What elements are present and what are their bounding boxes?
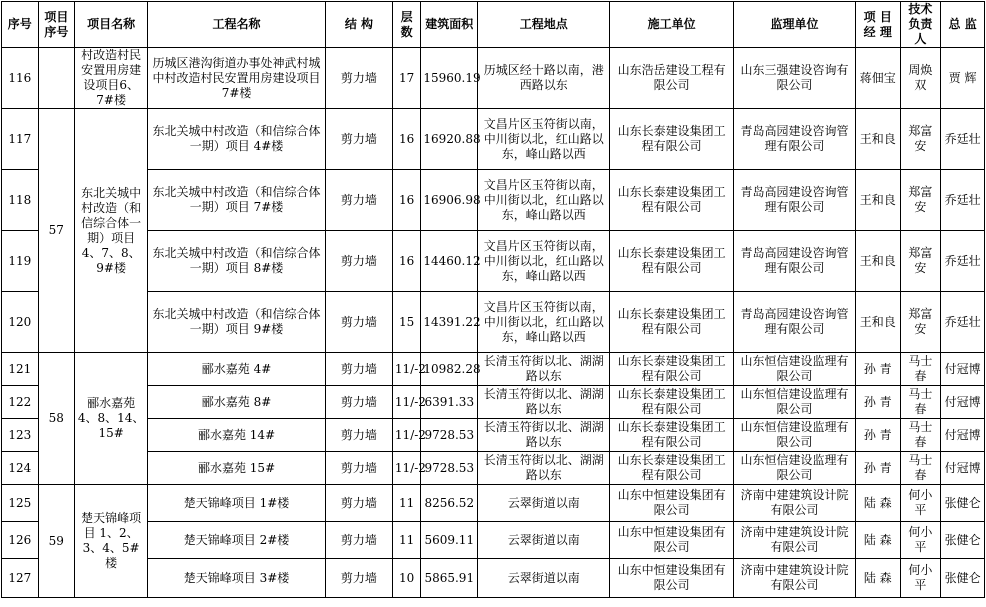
table-row: [2, 522, 985, 559]
cell-floors: 10: [392, 559, 420, 598]
cell-engineering-name: 东北关城中村改造（和信综合体一期）项目 8#楼: [148, 231, 326, 292]
cell-manager: 王和良: [855, 231, 900, 292]
cell-builder: 山东长泰建设集团工程有限公司: [610, 353, 734, 386]
cell-supervisor: 山东恒信建设监理有限公司: [734, 386, 856, 419]
cell-engineering-name: 楚天锦峰项目 1#楼: [148, 485, 326, 522]
cell-engineering-name: 东北关城中村改造（和信综合体一期）项目 7#楼: [148, 170, 326, 231]
cell-area: 8256.52: [421, 485, 478, 522]
cell-location: 文昌片区玉符街以南，中川街以北，红山路以东，峰山路以西: [478, 109, 610, 170]
cell-supervisor: 山东恒信建设监理有限公司: [734, 353, 856, 386]
cell-project-name: 村改造村民安置用房建设项目6、7#楼: [75, 48, 148, 109]
cell-structure: 剪力墙: [325, 386, 392, 419]
cell-area: 14460.12: [421, 231, 478, 292]
cell-tech-lead: 何小平: [900, 559, 941, 598]
cell-location: 历城区经十路以南，港西路以东: [478, 48, 610, 109]
cell-area: 5609.11: [421, 522, 478, 559]
cell-seq: 122: [2, 386, 39, 419]
header-location: 工程地点: [478, 2, 610, 48]
cell-supervisor: 青岛高园建设咨询管理有限公司: [734, 109, 856, 170]
cell-structure: 剪力墙: [325, 292, 392, 353]
cell-seq: 121: [2, 353, 39, 386]
cell-builder: 山东浩岳建设工程有限公司: [610, 48, 734, 109]
cell-structure: 剪力墙: [325, 48, 392, 109]
cell-supervisor: 山东三强建设咨询有限公司: [734, 48, 856, 109]
cell-manager: 王和良: [855, 109, 900, 170]
cell-seq: 125: [2, 485, 39, 522]
cell-area: 15960.19: [421, 48, 478, 109]
cell-location: 云翠街道以南: [478, 522, 610, 559]
cell-supervisor: 济南中建建筑设计院有限公司: [734, 485, 856, 522]
cell-tech-lead: 马士春: [900, 353, 941, 386]
cell-location: 文昌片区玉符街以南，中川街以北，红山路以东，峰山路以西: [478, 292, 610, 353]
cell-engineering-name: 郦水嘉苑 14#: [148, 419, 326, 452]
cell-tech-lead: 周焕双: [900, 48, 941, 109]
cell-project-seq: [38, 48, 75, 109]
table-row: [2, 292, 985, 353]
cell-seq: 117: [2, 109, 39, 170]
header-floors: 层数: [392, 2, 420, 48]
cell-chief-supervisor: 张健仑: [941, 485, 985, 522]
header-project-name: 项目名称: [75, 2, 148, 48]
header-builder: 施工单位: [610, 2, 734, 48]
cell-chief-supervisor: 付冠博: [941, 419, 985, 452]
cell-engineering-name: 东北关城中村改造（和信综合体一期）项目 9#楼: [148, 292, 326, 353]
cell-supervisor: 青岛高园建设咨询管理有限公司: [734, 231, 856, 292]
cell-manager: 王和良: [855, 170, 900, 231]
cell-location: 云翠街道以南: [478, 559, 610, 598]
cell-builder: 山东长泰建设集团工程有限公司: [610, 170, 734, 231]
cell-tech-lead: 马士春: [900, 419, 941, 452]
header-engineering-name: 工程名称: [148, 2, 326, 48]
cell-structure: 剪力墙: [325, 452, 392, 485]
header-seq: 序号: [2, 2, 39, 48]
table-row: [2, 559, 985, 598]
cell-tech-lead: 郑富安: [900, 109, 941, 170]
cell-tech-lead: 郑富安: [900, 292, 941, 353]
cell-supervisor: 青岛高园建设咨询管理有限公司: [734, 170, 856, 231]
header-row: [2, 2, 985, 48]
cell-seq: 127: [2, 559, 39, 598]
cell-seq: 124: [2, 452, 39, 485]
cell-engineering-name: 历城区港沟街道办事处神武村城中村改造村民安置用房建设项目7#楼: [148, 48, 326, 109]
cell-chief-supervisor: 张健仑: [941, 522, 985, 559]
cell-location: 长清玉符街以北、湖湖路以东: [478, 419, 610, 452]
table-row: [2, 452, 985, 485]
header-area: 建筑面积: [421, 2, 478, 48]
cell-chief-supervisor: 付冠博: [941, 353, 985, 386]
cell-floors: 11: [392, 485, 420, 522]
cell-seq: 120: [2, 292, 39, 353]
cell-engineering-name: 东北关城中村改造（和信综合体一期）项目 4#楼: [148, 109, 326, 170]
cell-supervisor: 山东恒信建设监理有限公司: [734, 452, 856, 485]
cell-chief-supervisor: 付冠博: [941, 386, 985, 419]
cell-area: 6391.33: [421, 386, 478, 419]
cell-project-seq: 59: [38, 485, 75, 598]
cell-engineering-name: 郦水嘉苑 4#: [148, 353, 326, 386]
cell-area: 10982.28: [421, 353, 478, 386]
cell-builder: 山东中恒建设集团有限公司: [610, 522, 734, 559]
cell-manager: 孙 青: [855, 452, 900, 485]
cell-chief-supervisor: 乔廷壮: [941, 292, 985, 353]
cell-engineering-name: 楚天锦峰项目 2#楼: [148, 522, 326, 559]
cell-project-seq: 57: [38, 109, 75, 353]
cell-location: 文昌片区玉符街以南，中川街以北，红山路以东，峰山路以西: [478, 170, 610, 231]
header-structure: 结 构: [325, 2, 392, 48]
cell-tech-lead: 马士春: [900, 452, 941, 485]
cell-manager: 孙 青: [855, 386, 900, 419]
cell-builder: 山东中恒建设集团有限公司: [610, 559, 734, 598]
cell-structure: 剪力墙: [325, 231, 392, 292]
header-chief-supervisor: 总 监: [941, 2, 985, 48]
table-row: [2, 48, 985, 109]
cell-floors: 16: [392, 231, 420, 292]
cell-floors: 15: [392, 292, 420, 353]
cell-tech-lead: 郑富安: [900, 231, 941, 292]
cell-project-name: 楚天锦峰项目 1、2、3、4、5#楼: [75, 485, 148, 598]
cell-engineering-name: 郦水嘉苑 15#: [148, 452, 326, 485]
cell-floors: 11/-2: [392, 452, 420, 485]
cell-tech-lead: 何小平: [900, 485, 941, 522]
cell-supervisor: 济南中建建筑设计院有限公司: [734, 522, 856, 559]
cell-chief-supervisor: 乔廷壮: [941, 109, 985, 170]
cell-floors: 11/-2: [392, 353, 420, 386]
cell-location: 长清玉符街以北、湖湖路以东: [478, 353, 610, 386]
cell-location: 长清玉符街以北、湖湖路以东: [478, 452, 610, 485]
projects-table: [1, 1, 985, 598]
cell-manager: 王和良: [855, 292, 900, 353]
cell-manager: 陆 森: [855, 522, 900, 559]
cell-seq: 119: [2, 231, 39, 292]
cell-project-name: 东北关城中村改造（和信综合体一期）项目 4、7、8、9#楼: [75, 109, 148, 353]
cell-area: 14391.22: [421, 292, 478, 353]
cell-supervisor: 山东恒信建设监理有限公司: [734, 419, 856, 452]
cell-tech-lead: 马士春: [900, 386, 941, 419]
header-supervisor: 监理单位: [734, 2, 856, 48]
cell-tech-lead: 郑富安: [900, 170, 941, 231]
cell-builder: 山东长泰建设集团工程有限公司: [610, 292, 734, 353]
cell-area: 5865.91: [421, 559, 478, 598]
cell-seq: 118: [2, 170, 39, 231]
cell-supervisor: 青岛高园建设咨询管理有限公司: [734, 292, 856, 353]
cell-manager: 陆 森: [855, 485, 900, 522]
table-row: [2, 419, 985, 452]
table-row: [2, 485, 985, 522]
cell-builder: 山东长泰建设集团工程有限公司: [610, 419, 734, 452]
cell-structure: 剪力墙: [325, 170, 392, 231]
cell-floors: 11/-2: [392, 386, 420, 419]
cell-structure: 剪力墙: [325, 522, 392, 559]
cell-area: 9728.53: [421, 419, 478, 452]
table-row: [2, 353, 985, 386]
cell-location: 长清玉符街以北、湖湖路以东: [478, 386, 610, 419]
cell-location: 文昌片区玉符街以南，中川街以北，红山路以东，峰山路以西: [478, 231, 610, 292]
cell-project-name: 郦水嘉苑 4、8、14、15#: [75, 353, 148, 485]
cell-location: 云翠街道以南: [478, 485, 610, 522]
cell-structure: 剪力墙: [325, 353, 392, 386]
cell-manager: 蒋佃宝: [855, 48, 900, 109]
cell-tech-lead: 何小平: [900, 522, 941, 559]
cell-seq: 123: [2, 419, 39, 452]
table-row: [2, 231, 985, 292]
cell-area: 16920.88: [421, 109, 478, 170]
cell-manager: 陆 森: [855, 559, 900, 598]
cell-structure: 剪力墙: [325, 419, 392, 452]
cell-chief-supervisor: 乔廷壮: [941, 170, 985, 231]
cell-floors: 11/-2: [392, 419, 420, 452]
cell-supervisor: 济南中建建筑设计院有限公司: [734, 559, 856, 598]
cell-floors: 16: [392, 109, 420, 170]
cell-chief-supervisor: 乔廷壮: [941, 231, 985, 292]
cell-structure: 剪力墙: [325, 109, 392, 170]
header-manager: 项 目 经 理: [855, 2, 900, 48]
cell-structure: 剪力墙: [325, 485, 392, 522]
cell-chief-supervisor: 付冠博: [941, 452, 985, 485]
cell-area: 16906.98: [421, 170, 478, 231]
cell-builder: 山东长泰建设集团工程有限公司: [610, 231, 734, 292]
cell-engineering-name: 楚天锦峰项目 3#楼: [148, 559, 326, 598]
cell-engineering-name: 郦水嘉苑 8#: [148, 386, 326, 419]
cell-project-seq: 58: [38, 353, 75, 485]
header-tech-lead: 技术负责人: [900, 2, 941, 48]
cell-area: 9728.53: [421, 452, 478, 485]
cell-builder: 山东中恒建设集团有限公司: [610, 485, 734, 522]
header-project-seq: 项目序号: [38, 2, 75, 48]
cell-builder: 山东长泰建设集团工程有限公司: [610, 452, 734, 485]
table-row: [2, 386, 985, 419]
cell-builder: 山东长泰建设集团工程有限公司: [610, 109, 734, 170]
table-row: [2, 170, 985, 231]
cell-seq: 126: [2, 522, 39, 559]
cell-builder: 山东长泰建设集团工程有限公司: [610, 386, 734, 419]
cell-manager: 孙 青: [855, 419, 900, 452]
cell-floors: 16: [392, 170, 420, 231]
table-row: [2, 109, 985, 170]
cell-seq: 116: [2, 48, 39, 109]
cell-chief-supervisor: 张健仑: [941, 559, 985, 598]
cell-structure: 剪力墙: [325, 559, 392, 598]
cell-manager: 孙 青: [855, 353, 900, 386]
cell-floors: 17: [392, 48, 420, 109]
cell-floors: 11: [392, 522, 420, 559]
cell-chief-supervisor: 贾 辉: [941, 48, 985, 109]
